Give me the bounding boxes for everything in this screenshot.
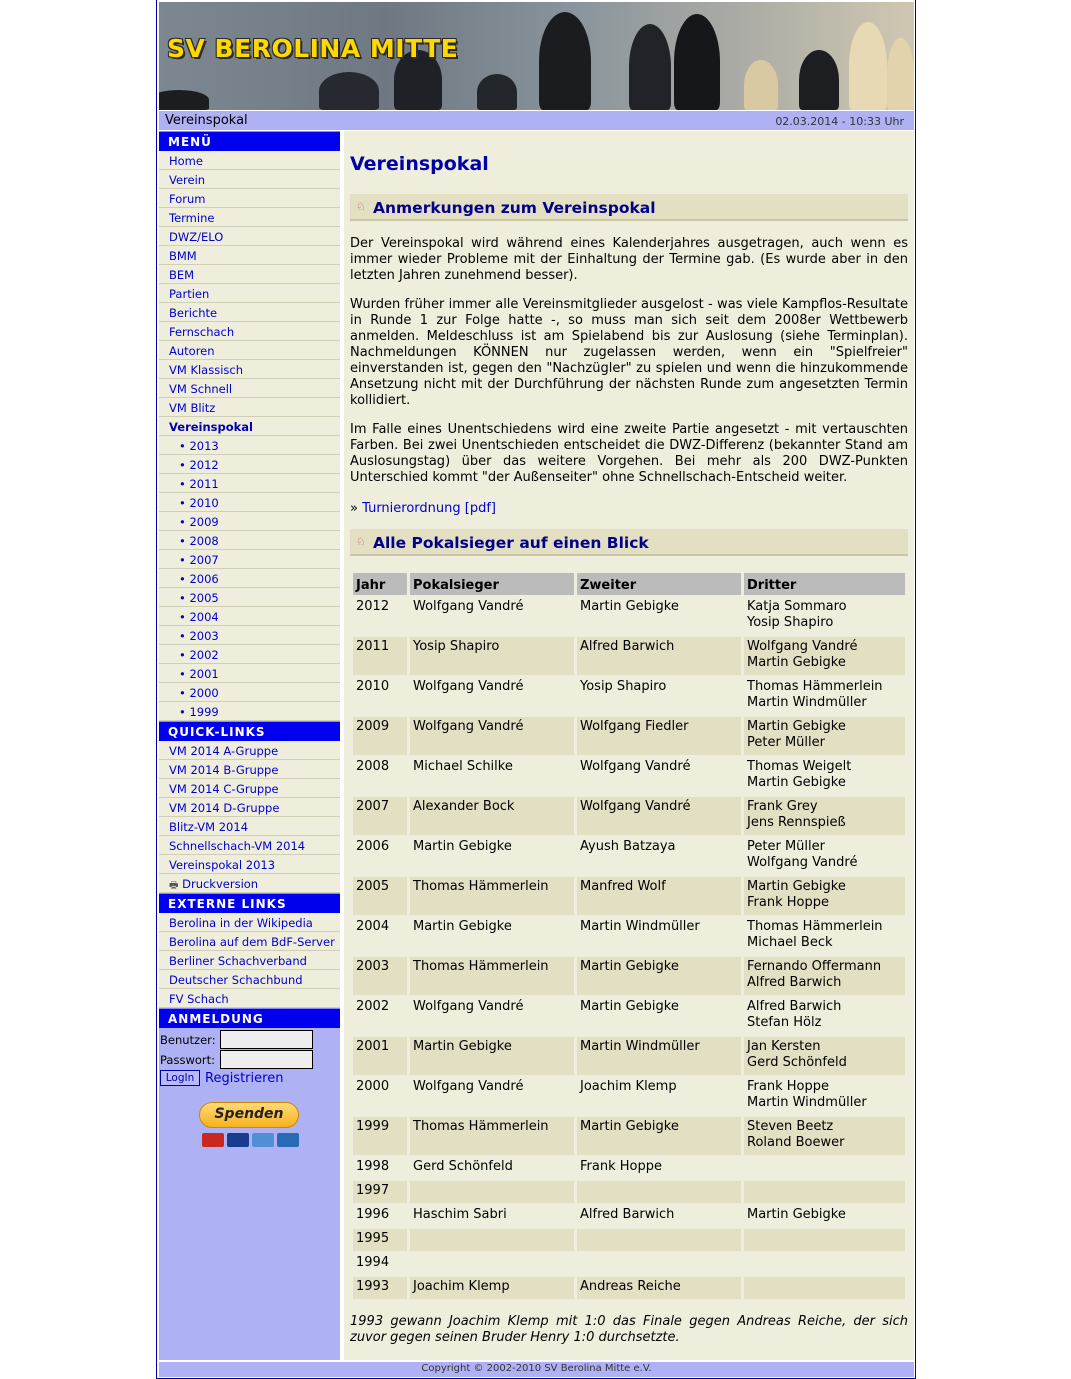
section-heading-notes [350, 194, 908, 221]
second-place-cell [577, 917, 741, 955]
winner-cell [410, 957, 574, 995]
third-place-cell [744, 1277, 905, 1299]
amex-icon [252, 1133, 274, 1147]
third-place-cell-text: Thomas Weigelt [747, 759, 852, 774]
winner-cell-text: Wolfgang Vandré [413, 999, 524, 1014]
menu-subitem-year[interactable]: • 2001 [159, 664, 340, 683]
year-cell-text: 1995 [356, 1231, 390, 1246]
chess-knight-icon: ♘ [356, 200, 366, 213]
external-link[interactable]: Deutscher Schachbund [159, 970, 340, 989]
year-cell-text: 2007 [356, 799, 390, 814]
year-cell [353, 1229, 407, 1251]
second-place-cell-text: Yosip Shapiro [580, 679, 667, 694]
winner-cell [410, 1117, 574, 1155]
table-row [353, 797, 905, 835]
winner-cell [410, 1229, 574, 1251]
visa-icon [227, 1133, 249, 1147]
quick-link[interactable]: VM 2014 C-Gruppe [159, 779, 340, 798]
second-place-cell [577, 677, 741, 715]
menu-subitem-year[interactable]: • 2011 [159, 474, 340, 493]
third-place-cell-text: Alfred Barwich [747, 975, 842, 990]
third-place-cell [744, 1229, 905, 1251]
year-cell-text: 2004 [356, 919, 390, 934]
third-place-cell-text: Roland Boewer [747, 1135, 845, 1150]
quick-link[interactable]: VM 2014 B-Gruppe [159, 760, 340, 779]
page-frame [156, 0, 916, 1379]
year-cell-text: 2002 [356, 999, 390, 1014]
column-header: Dritter [744, 573, 905, 595]
rules-link-row [350, 501, 496, 516]
menu-subitem-year[interactable]: • 2008 [159, 531, 340, 550]
column-header: Jahr [353, 573, 407, 595]
year-cell [353, 597, 407, 635]
third-place-cell-text: Peter Müller [747, 839, 825, 854]
username-input[interactable] [220, 1030, 313, 1049]
menu-subitem-year[interactable]: • 2006 [159, 569, 340, 588]
third-place-cell-text: Michael Beck [747, 935, 833, 950]
rules-pdf-link[interactable]: Turnierordnung [pdf] [362, 501, 496, 516]
second-place-cell [577, 637, 741, 675]
menu-item-termine[interactable]: Termine [159, 208, 340, 227]
third-place-cell [744, 957, 905, 995]
winner-cell [410, 917, 574, 955]
third-place-cell-text: Frank Hoppe [747, 895, 829, 910]
printer-icon: 🖶 [169, 880, 179, 891]
year-cell [353, 757, 407, 795]
second-place-cell [577, 837, 741, 875]
second-place-cell [577, 1157, 741, 1179]
year-cell [353, 1277, 407, 1299]
winner-cell-text: Wolfgang Vandré [413, 599, 524, 614]
menu-item-home[interactable]: Home [159, 151, 340, 170]
menu-subitem-year[interactable]: • 2012 [159, 455, 340, 474]
header-banner [159, 2, 914, 110]
second-place-cell-text: Wolfgang Vandré [580, 799, 691, 814]
quick-link[interactable]: VM 2014 D-Gruppe [159, 798, 340, 817]
second-place-cell [577, 957, 741, 995]
chess-piece-decoration [887, 38, 914, 110]
year-cell-text: 2011 [356, 639, 390, 654]
quick-link[interactable]: Schnellschach-VM 2014 [159, 836, 340, 855]
mastercard-icon [202, 1133, 224, 1147]
winner-cell-text: Thomas Hämmerlein [413, 959, 549, 974]
winners-table [350, 571, 908, 1301]
year-cell-text: 2000 [356, 1079, 390, 1094]
third-place-cell-text: Alfred Barwich [747, 999, 842, 1014]
year-cell [353, 1181, 407, 1203]
third-place-cell [744, 1181, 905, 1203]
external-link[interactable]: Berliner Schachverband [159, 951, 340, 970]
second-place-cell [577, 877, 741, 915]
third-place-cell [744, 797, 905, 835]
second-place-cell-text: Martin Windmüller [580, 1039, 700, 1054]
chess-piece-decoration [319, 72, 379, 110]
year-cell-text: 2008 [356, 759, 390, 774]
second-place-cell-text: Wolfgang Vandré [580, 759, 691, 774]
year-cell [353, 957, 407, 995]
second-place-cell-text: Martin Gebigke [580, 959, 679, 974]
third-place-cell-text: Wolfgang Vandré [747, 855, 858, 870]
chess-piece-decoration [849, 22, 887, 110]
breadcrumb: Vereinspokal [165, 113, 248, 128]
winner-cell-text: Gerd Schönfeld [413, 1159, 513, 1174]
year-cell [353, 717, 407, 755]
footer: Copyright © 2002-2010 SV Berolina Mitte e.V. [159, 1362, 914, 1377]
second-place-cell [577, 1229, 741, 1251]
menu-subitem-year[interactable]: • 2005 [159, 588, 340, 607]
menu-item-partien[interactable]: Partien [159, 284, 340, 303]
section-heading-winners [350, 529, 908, 556]
third-place-cell-text: Wolfgang Vandré [747, 639, 858, 654]
second-place-cell-text: Alfred Barwich [580, 1207, 675, 1222]
year-cell-text: 1993 [356, 1279, 390, 1294]
login-actions [159, 1070, 340, 1090]
year-cell [353, 837, 407, 875]
menu-item-forum[interactable]: Forum [159, 189, 340, 208]
menu-item-vereinspokal[interactable]: Vereinspokal [159, 417, 340, 436]
third-place-cell [744, 637, 905, 675]
third-place-cell [744, 677, 905, 715]
year-cell [353, 637, 407, 675]
menu-item-vm-blitz[interactable]: VM Blitz [159, 398, 340, 417]
second-place-cell [577, 1277, 741, 1299]
login-button[interactable]: LogIn [160, 1070, 200, 1086]
second-place-cell-text: Martin Windmüller [580, 919, 700, 934]
table-row [353, 1037, 905, 1075]
third-place-cell [744, 1117, 905, 1155]
third-place-cell-text: Thomas Hämmerlein [747, 679, 883, 694]
table-row [353, 1253, 905, 1275]
winner-cell [410, 1253, 574, 1275]
year-cell [353, 1077, 407, 1115]
password-label: Passwort: [160, 1053, 216, 1067]
year-cell-text: 1997 [356, 1183, 390, 1198]
table-row [353, 1205, 905, 1227]
winner-cell-text: Alexander Bock [413, 799, 515, 814]
winner-cell [410, 997, 574, 1035]
column-header: Pokalsieger [410, 573, 574, 595]
table-row [353, 637, 905, 675]
winner-cell [410, 677, 574, 715]
table-row [353, 877, 905, 915]
donate-button[interactable]: Spenden [199, 1102, 299, 1128]
second-place-cell [577, 1077, 741, 1115]
chess-piece-decoration [799, 50, 839, 110]
winner-cell-text: Wolfgang Vandré [413, 679, 524, 694]
second-place-cell-text: Andreas Reiche [580, 1279, 681, 1294]
site-title: SV BEROLINA MITTE [167, 34, 459, 63]
year-cell-text: 2010 [356, 679, 390, 694]
year-cell [353, 877, 407, 915]
year-cell [353, 1205, 407, 1227]
winner-cell [410, 597, 574, 635]
second-place-cell [577, 1181, 741, 1203]
menu-item-fernschach[interactable]: Fernschach [159, 322, 340, 341]
second-place-cell-text: Manfred Wolf [580, 879, 666, 894]
year-cell-text: 2005 [356, 879, 390, 894]
winner-cell-text: Joachim Klemp [413, 1279, 510, 1294]
second-place-cell [577, 717, 741, 755]
winner-cell [410, 1077, 574, 1115]
year-cell [353, 1253, 407, 1275]
winner-cell-text: Haschim Sabri [413, 1207, 507, 1222]
menu-item-vm-schnell[interactable]: VM Schnell [159, 379, 340, 398]
login-heading: ANMELDUNG [159, 1008, 340, 1028]
third-place-cell [744, 997, 905, 1035]
second-place-cell-text: Frank Hoppe [580, 1159, 662, 1174]
year-cell [353, 797, 407, 835]
second-place-cell-text: Ayush Batzaya [580, 839, 676, 854]
winner-cell [410, 1277, 574, 1299]
third-place-cell-text: Katja Sommaro [747, 599, 847, 614]
third-place-cell [744, 597, 905, 635]
final-footnote: 1993 gewann Joachim Klemp mit 1:0 das Finale gegen Andreas Reiche, der sich zuvor gegen seinen Bruder Henry 1:0 durchsetzte. [350, 1314, 908, 1345]
current-datetime: 02.03.2014 - 10:33 Uhr [775, 115, 904, 128]
third-place-cell-text: Martin Gebigke [747, 1207, 846, 1222]
second-place-cell-text: Martin Gebigke [580, 1119, 679, 1134]
external-link[interactable]: FV Schach [159, 989, 340, 1008]
table-row [353, 597, 905, 635]
menu-subitem-year[interactable]: • 2004 [159, 607, 340, 626]
winner-cell [410, 877, 574, 915]
quick-link[interactable]: Blitz-VM 2014 [159, 817, 340, 836]
table-row [353, 1277, 905, 1299]
second-place-cell [577, 797, 741, 835]
menu-subitem-year[interactable]: • 1999 [159, 702, 340, 721]
third-place-cell-text: Frank Grey [747, 799, 818, 814]
menu-subitem-year[interactable]: • 2000 [159, 683, 340, 702]
winner-cell [410, 1205, 574, 1227]
table-row [353, 757, 905, 795]
donate-area [159, 1090, 340, 1160]
chess-piece-decoration [539, 12, 591, 110]
second-place-cell [577, 997, 741, 1035]
year-cell-text: 2001 [356, 1039, 390, 1054]
third-place-cell-text: Fernando Offermann [747, 959, 882, 974]
third-place-cell [744, 1157, 905, 1179]
year-cell-text: 1994 [356, 1255, 390, 1270]
second-place-cell [577, 1037, 741, 1075]
second-place-cell-text: Martin Gebigke [580, 599, 679, 614]
winner-cell-text: Thomas Hämmerlein [413, 1119, 549, 1134]
third-place-cell-text: Gerd Schönfeld [747, 1055, 847, 1070]
third-place-cell [744, 1037, 905, 1075]
table-row [353, 717, 905, 755]
winner-cell-text: Martin Gebigke [413, 919, 512, 934]
column-header: Zweiter [577, 573, 741, 595]
page-title: Vereinspokal [350, 153, 489, 175]
year-cell-text: 2009 [356, 719, 390, 734]
year-cell [353, 1117, 407, 1155]
table-row [353, 917, 905, 955]
chess-knight-icon: ♘ [356, 535, 366, 548]
print-version-label: Druckversion [182, 877, 259, 891]
year-cell-text: 2003 [356, 959, 390, 974]
third-place-cell-text: Martin Gebigke [747, 719, 846, 734]
main-content [344, 131, 914, 1360]
third-place-cell [744, 917, 905, 955]
second-place-cell-text: Joachim Klemp [580, 1079, 677, 1094]
third-place-cell-text: Martin Gebigke [747, 879, 846, 894]
second-place-cell [577, 757, 741, 795]
winner-cell [410, 837, 574, 875]
quick-link[interactable]: Vereinspokal 2013 [159, 855, 340, 874]
paragraph-tiebreak: Im Falle eines Unentschiedens wird eine zweite Partie angesetzt - mit vertauschten Farben. Bei zwei Unentschieden entscheidet die DWZ-Differenz (bekannter Stand am Auslosungstag) über das weitere Vorgehen. Bei mehr als 200 DWZ-Punkten Unterschied kommt "der Außenseiter" ohne Schnellschach-Entscheid weiter. [350, 422, 908, 485]
menu-item-autoren[interactable]: Autoren [159, 341, 340, 360]
menu-subitem-year[interactable]: • 2003 [159, 626, 340, 645]
menu-heading: MENÜ [159, 131, 340, 151]
menu-item-dwz-elo[interactable]: DWZ/ELO [159, 227, 340, 246]
paragraph-intro: Der Vereinspokal wird während eines Kalenderjahres ausgetragen, auch wenn es immer wieder Probleme mit der Einhaltung der Termine gab. (Es wurde aber in den letzten Jahren zunehmend besser). [350, 236, 908, 283]
table-row [353, 837, 905, 875]
third-place-cell [744, 877, 905, 915]
menu-item-bmm[interactable]: BMM [159, 246, 340, 265]
chess-piece-decoration [477, 74, 517, 110]
year-cell [353, 917, 407, 955]
username-label: Benutzer: [160, 1033, 216, 1047]
register-link[interactable]: Registrieren [205, 1071, 284, 1086]
third-place-cell-text: Martin Windmüller [747, 1095, 867, 1110]
table-row [353, 1077, 905, 1115]
second-place-cell [577, 1117, 741, 1155]
third-place-cell-text: Martin Gebigke [747, 655, 846, 670]
year-cell [353, 1037, 407, 1075]
menu-subitem-year[interactable]: • 2013 [159, 436, 340, 455]
table-row [353, 1181, 905, 1203]
third-place-cell-text: Frank Hoppe [747, 1079, 829, 1094]
password-input[interactable] [220, 1050, 313, 1069]
external-link[interactable]: Berolina in der Wikipedia [159, 913, 340, 932]
quick-link[interactable]: VM 2014 A-Gruppe [159, 741, 340, 760]
print-version-link[interactable] [159, 874, 340, 893]
winner-cell-text: Michael Schilke [413, 759, 513, 774]
second-place-cell-text: Martin Gebigke [580, 999, 679, 1014]
table-row [353, 997, 905, 1035]
third-place-cell [744, 757, 905, 795]
second-place-cell-text: Wolfgang Fiedler [580, 719, 689, 734]
menu-item-bem[interactable]: BEM [159, 265, 340, 284]
section-title: Anmerkungen zum Vereinspokal [373, 199, 656, 217]
third-place-cell-text: Thomas Hämmerlein [747, 919, 883, 934]
third-place-cell-text: Stefan Hölz [747, 1015, 822, 1030]
chess-piece-decoration [629, 24, 671, 110]
second-place-cell [577, 1253, 741, 1275]
second-place-cell [577, 597, 741, 635]
second-place-cell [577, 1205, 741, 1227]
table-row [353, 1229, 905, 1251]
third-place-cell [744, 1253, 905, 1275]
year-cell [353, 677, 407, 715]
external-link[interactable]: Berolina auf dem BdF-Server [159, 932, 340, 951]
year-cell [353, 997, 407, 1035]
chess-piece-decoration [744, 60, 778, 110]
year-cell [353, 1157, 407, 1179]
third-place-cell-text: Steven Beetz [747, 1119, 834, 1134]
third-place-cell-text: Martin Windmüller [747, 695, 867, 710]
winner-cell-text: Martin Gebigke [413, 1039, 512, 1054]
external-links-heading: EXTERNE LINKS [159, 893, 340, 913]
menu-item-berichte[interactable]: Berichte [159, 303, 340, 322]
third-place-cell [744, 717, 905, 755]
breadcrumb-bar [159, 111, 914, 130]
menu-subitem-year[interactable]: • 2007 [159, 550, 340, 569]
winner-cell [410, 1037, 574, 1075]
table-header-row [353, 573, 905, 595]
winner-cell-text: Thomas Hämmerlein [413, 879, 549, 894]
third-place-cell-text: Peter Müller [747, 735, 825, 750]
winner-cell [410, 1157, 574, 1179]
chess-piece-decoration [159, 90, 209, 110]
winner-cell-text: Wolfgang Vandré [413, 1079, 524, 1094]
year-cell-text: 1998 [356, 1159, 390, 1174]
table-row [353, 1157, 905, 1179]
winner-cell [410, 1181, 574, 1203]
third-place-cell-text: Yosip Shapiro [747, 615, 834, 630]
third-place-cell-text: Jan Kersten [747, 1039, 821, 1054]
menu-subitem-year[interactable]: • 2002 [159, 645, 340, 664]
year-cell-text: 2006 [356, 839, 390, 854]
third-place-cell [744, 1077, 905, 1115]
chess-piece-decoration [674, 14, 720, 110]
winner-cell-text: Wolfgang Vandré [413, 719, 524, 734]
year-cell-text: 2012 [356, 599, 390, 614]
paragraph-registration: Wurden früher immer alle Vereinsmitglieder ausgelost - was viele Kampflos-Resultate in Runde 1 zur Folge hatte -, so muss man sich seit dem 2008er Wettbewerb anmelden. Meldeschluss ist am Spielabend bis zur Auslosung (siehe Terminplan). Nachmeldungen KÖNNEN nur zugelassen werden, wenn ein "Spielfreier" einverstanden ist, gegen den "Nachzügler" zu spielen und wenn die hinzukommende Ansetzung nicht mit der Durchführung der nächsten Runde zum angesetzten Termin kollidiert. [350, 297, 908, 408]
winners-table-body [353, 597, 905, 1299]
table-row [353, 677, 905, 715]
winner-cell [410, 757, 574, 795]
winner-cell [410, 797, 574, 835]
third-place-cell-text: Jens Rennspieß [747, 815, 846, 830]
third-place-cell-text: Martin Gebigke [747, 775, 846, 790]
winner-cell [410, 637, 574, 675]
menu-item-vm-klassisch[interactable]: VM Klassisch [159, 360, 340, 379]
winner-cell [410, 717, 574, 755]
table-row [353, 1117, 905, 1155]
menu-subitem-year[interactable]: • 2010 [159, 493, 340, 512]
year-cell-text: 1999 [356, 1119, 390, 1134]
quick-links-heading: QUICK-LINKS [159, 721, 340, 741]
third-place-cell [744, 837, 905, 875]
winner-cell-text: Martin Gebigke [413, 839, 512, 854]
third-place-cell [744, 1205, 905, 1227]
winner-cell-text: Yosip Shapiro [413, 639, 500, 654]
section-title: Alle Pokalsieger auf einen Blick [373, 534, 649, 552]
table-row [353, 957, 905, 995]
link-arrow: » [350, 501, 358, 516]
sidebar [159, 131, 340, 1360]
menu-subitem-year[interactable]: • 2009 [159, 512, 340, 531]
second-place-cell-text: Alfred Barwich [580, 639, 675, 654]
password-row [159, 1050, 340, 1070]
menu-item-verein[interactable]: Verein [159, 170, 340, 189]
year-cell-text: 1996 [356, 1207, 390, 1222]
jcb-icon [277, 1133, 299, 1147]
username-row [159, 1030, 340, 1050]
